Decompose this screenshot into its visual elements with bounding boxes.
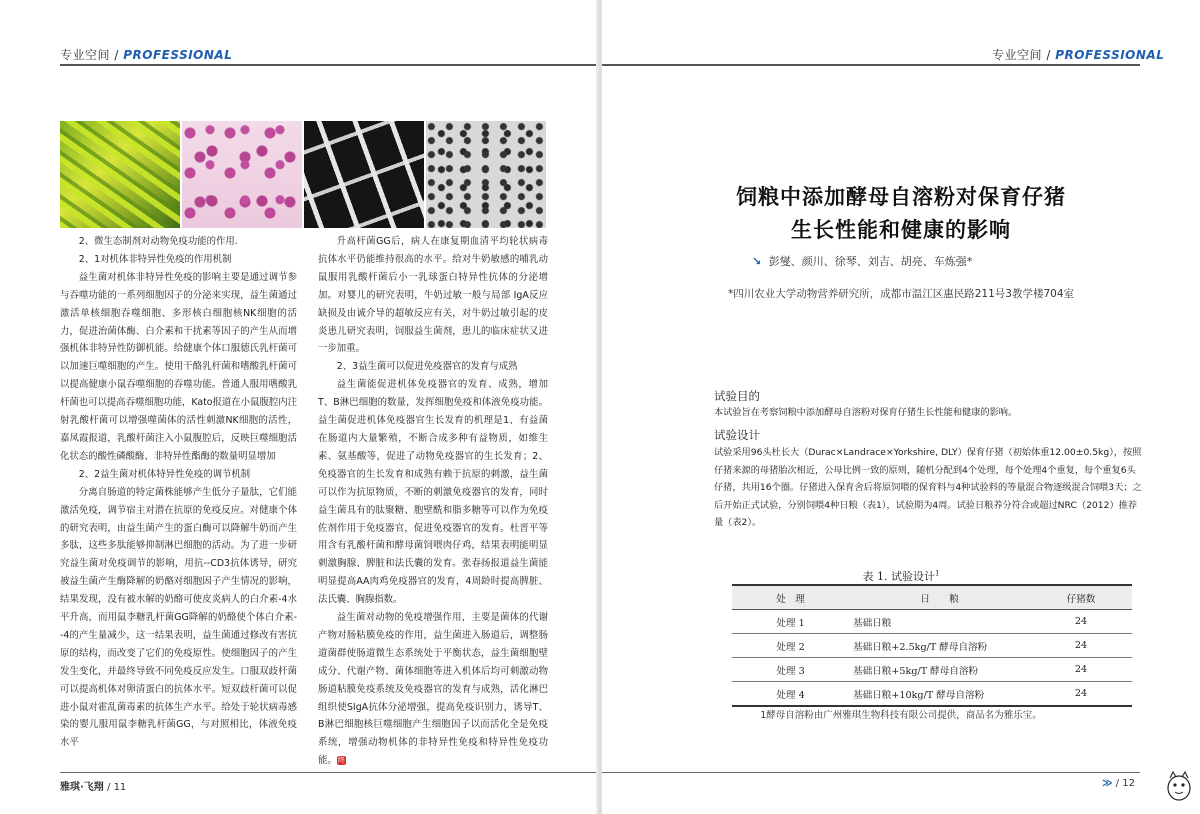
- bacteria-photo-3: [304, 121, 424, 228]
- microscopy-photo-strip: [60, 121, 546, 228]
- article-title: [602, 180, 1200, 246]
- subheading: 2、1对机体非特异性免疫的作用机制: [78, 253, 232, 265]
- table-cell: 24: [1030, 682, 1132, 707]
- footer-right: ≫ / 12: [1102, 778, 1135, 789]
- author-line: [752, 253, 972, 269]
- column-header: 仔猪数: [1030, 585, 1132, 610]
- table-row: [732, 682, 1132, 707]
- table-row: [732, 658, 1132, 682]
- table-row: [732, 634, 1132, 658]
- table-footnote-ref: 1: [935, 569, 940, 578]
- authors: 彭燮、颜川、徐琴、刘吉、胡亮、车炼强*: [768, 255, 973, 268]
- table-caption-text: 表 1. 试验设计: [862, 570, 936, 583]
- section-header-right: [992, 46, 1164, 63]
- table-cell: 处理 2: [732, 634, 849, 658]
- section-heading: 试验设计: [714, 428, 760, 442]
- header-en: PROFESSIONAL: [123, 48, 233, 62]
- end-mark-icon: 终: [337, 756, 345, 765]
- title-line-2: 生长性能和健康的影响: [791, 217, 1011, 242]
- subheading: 2、3益生菌可以促进免疫器官的发育与成熟: [336, 361, 518, 373]
- paragraph: 升高杆菌GG后，病人在康复期血清平均轮状病毒抗体水平仍能维持很高的水平。给对牛奶敏感的哺乳动鼠服用乳酸杆菌后小一乳球蛋白特异性抗体的分泌增加。对婴儿的研究表明，牛奶过敏一般与局部 IgA反应缺损及由诚介导的超敏反应有关，对牛奶过敏引起的皮炎患儿研究表明，饲服益生菌剂，患儿的临床症状又进一步加重。: [318, 236, 548, 355]
- article-column-2: [318, 233, 548, 770]
- bacteria-photo-1: [60, 121, 180, 228]
- column-header: 日 粮: [849, 585, 1030, 610]
- article-column-1: [60, 233, 297, 752]
- table-cell: 基础日粮+10kg/T 酵母自溶粉: [849, 682, 1030, 707]
- section-header: [60, 46, 232, 63]
- table-cell: 基础日粮: [849, 610, 1030, 634]
- right-page: [602, 0, 1200, 814]
- header-cn: 专业空间: [992, 48, 1043, 62]
- title-line-1: 饲粮中添加酵母自溶粉对保育仔猪: [736, 184, 1066, 209]
- page-number: 11: [113, 782, 127, 793]
- paragraph: 益生菌对动物的免疫增强作用，主要是菌体的代谢产物对肠粘膜免疫的作用，益生菌进入肠道后，调整肠道菌群使肠道微生态系统处于平衡状态，益生菌细胞壁成分、代谢产物、菌体细胞等进入机体后均可刺激动物肠道粘膜免疫系统及免疫器官的发育与成熟，活化淋巴组织使SIgA抗体分泌增强，提高免疫识别力，诱导T、B淋巴细胞核巨噬细胞产生细胞因子以而活化全是免疫系统，增强动物机体的非特异性免疫和特异性免疫功能。: [318, 612, 548, 767]
- header-sep: /: [114, 48, 119, 62]
- left-page: [0, 0, 598, 814]
- table-caption: [602, 568, 1200, 584]
- bacteria-photo-4: [426, 121, 546, 228]
- table-cell: 处理 3: [732, 658, 849, 682]
- table-note: 1酵母自溶粉由广州雅琪生物科技有限公司提供，商品名为雅乐宝。: [760, 710, 1042, 721]
- header-sep: /: [1046, 48, 1051, 62]
- header-cn: 专业空间: [60, 48, 111, 62]
- section-text: 本试验旨在考察饲粮中添加酵母自溶粉对保育仔猪生长性能和健康的影响。: [714, 407, 1018, 418]
- footer-rule: [602, 772, 1140, 773]
- page-number: 12: [1122, 778, 1135, 789]
- section-text: 试验采用96头杜长大（Durac×Landrace×Yorkshire, DLY）保育仔猪（初始体重12.00±0.5kg），按照仔猪来源的母猪胎次相近，公母比例一致的原则，随机分配到4个处理，每个处理4个重复，每个重复6头仔猪，共用16个圈。仔猪进入保育舍后将原饲喂的保育料与4种试验料的等量混合物逐级混合饲喂3天；之后开始正式试验，分别饲喂4种日粮（表1），试验期为4周。试验日粮养分符合或超过NRC（2012）推荐量（表2）。: [714, 447, 1142, 528]
- paragraph: 2、微生态制剂对动物免疫功能的作用.: [78, 236, 238, 247]
- footer-brand: 雅琪·飞翔: [60, 782, 104, 793]
- table-cell: 处理 1: [732, 610, 849, 634]
- table-cell: 基础日粮+5kg/T 酵母自溶粉: [849, 658, 1030, 682]
- mascot-icon: [1164, 768, 1194, 802]
- paragraph: 分离自肠道的特定菌株能够产生低分子量肽，它们能激活免疫，调节宿主对潜在抗原的免疫反应。对健康个体的研究表明，由益生菌产生的蛋白酶可以降解牛奶而产生多肽，这些多肽能够抑制淋巴细胞的活动。为了进一步研究益生菌对免疫调节的影响，用抗--CD3抗体诱导，研究被益生菌产生酶降解的奶酪对细胞因子产生情况的影响，结果发现，没有被水解的奶酪可使皮炎病人的白介素-4水平升高，而用鼠李糖乳杆菌GG降解的奶酪使个体白介素--4的产生量减少，这一结果表明，益生菌通过修改有害抗原的结构，而改变了它们的免疫原性。使细胞因子的产生发生变化，并最终导致不同免疫反应发生。口服双歧杆菌可以提高机体对卵清蛋白的抗体水平。短双歧杆菌可以促进小鼠对霍乱菌毒素的抗体生产水平。给处于轮状病毒感染的婴儿服用鼠李糖乳杆菌GG，与对照相比，体液免疫水平: [60, 486, 297, 749]
- section-heading: 试验目的: [714, 389, 760, 403]
- table-cell: 处理 4: [732, 682, 849, 707]
- header-en: PROFESSIONAL: [1055, 48, 1165, 62]
- table-row: [732, 610, 1132, 634]
- arrow-icon: ↘: [752, 255, 762, 268]
- table-cell: 基础日粮+2.5kg/T 酵母自溶粉: [849, 634, 1030, 658]
- bacteria-photo-2: [182, 121, 302, 228]
- trial-design-table: [732, 584, 1132, 707]
- brand-logo-icon: ≫: [1102, 778, 1113, 789]
- table-header-row: [732, 585, 1132, 610]
- paragraph: 益生菌对机体非特异性免疫的影响主要是通过调节参与吞噬功能的一系列细胞因子的分泌来实现，益生菌通过激活单核细胞吞噬细胞、多形核白细胞核NK细胞的活力，促进治菌体酶、白介素和干扰素等因子的产生从而增强机体非特异性防御机能。给健康个体口服德氏乳杆菌可以加速巨噬细胞的产生。使用干酪乳杆菌和嗜酸乳杆菌可以提高健康小鼠吞噬细胞的吞噬功能。普通人服用嗜酸乳杆菌也可以提高吞噬细胞功能，Kato报道在小鼠腹腔内注射乳酸杆菌可以增强噬菌体的活性刺激NK细胞的活性，嘉凤霞报道，乳酸杆菌注入小鼠腹腔后，反映巨噬细胞活化状态的酸性磷酸酶、非特异性酯酶的数量明显增加: [60, 271, 297, 462]
- column-header: 处 理: [732, 585, 849, 610]
- table-cell: 24: [1030, 658, 1132, 682]
- header-rule: [602, 64, 1140, 66]
- footer-left: 雅琪·飞翔 / 11: [60, 782, 127, 793]
- header-rule: [60, 64, 598, 66]
- footer-rule: [60, 772, 598, 773]
- paragraph: 益生菌能促进机体免疫器官的发育、成熟，增加T、B淋巴细胞的数量，发挥细胞免疫和体液免疫功能。益生菌促进机体免疫器官生长发育的机理是1、有益菌在肠道内大量繁殖，不断合成多种有益物质，如维生素、氨基酸等，促进了动物免疫器官的生长发育；2、免疫器官的生长发育和成熟有赖于抗原的刺激，益生菌可以作为抗原物质，不断的刺激免疫器官的发育，同时益生菌具有的肽聚糖、胞壁酰和脂多糖等可以作为免疫佐剂作用于免疫器官，促进免疫器官的发育。杜晋平等用含有乳酸杆菌和酵母菌饲喂肉仔鸡，结果表明能明显刺激胸腺、脾脏和法氏囊的发育。张春扬报道益生菌能明显提高AA肉鸡免疫器官的发育，4周龄时提高脾脏、法氏囊、胸腺指数。: [318, 379, 548, 606]
- subheading: 2、2益生菌对机体特异性免疫的调节机制: [78, 468, 251, 480]
- affiliation: *四川农业大学动物营养研究所，成都市温江区惠民路211号3教学楼704室: [727, 288, 1074, 300]
- table-cell: 24: [1030, 634, 1132, 658]
- table-cell: 24: [1030, 610, 1132, 634]
